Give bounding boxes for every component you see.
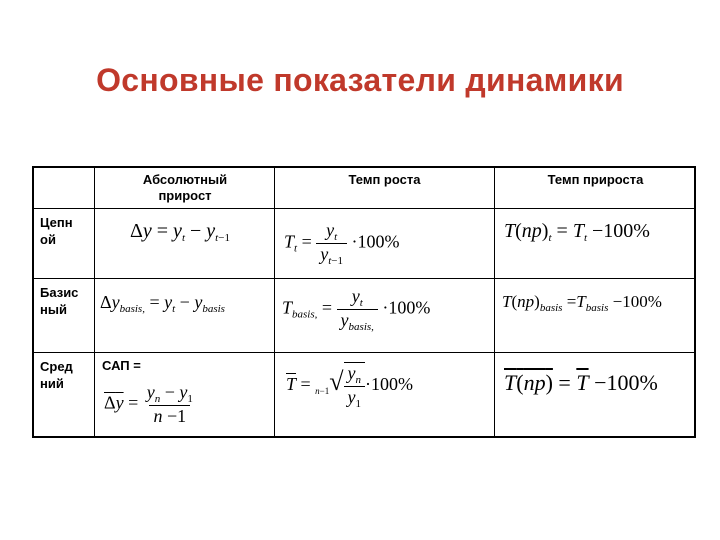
header-increase-rate: Темп прироста: [547, 172, 644, 187]
formula-basic-absolute: $\Delta y_{basis,} = y_t - y_{basis}$: [100, 292, 225, 315]
row-label-average: Сред ний: [40, 359, 73, 391]
row-divider: [34, 352, 694, 353]
row-divider: [34, 278, 694, 279]
formula-chain-increase: $T(np)_t = T_t -100\%$: [504, 220, 650, 244]
formula-basic-increase: $T(np)_{basis} =T_{basis} -100\%$: [502, 292, 662, 314]
row-label-basic: Базис ный: [40, 285, 79, 317]
formula-average-increase: $T(np) = \overline{T} -100\%$: [504, 370, 658, 395]
row-label-chain: Цепн ой: [40, 215, 73, 247]
slide-title: Основные показатели динамики: [96, 62, 624, 98]
row-divider: [34, 208, 694, 209]
average-growth-abbrev: САП =: [102, 358, 141, 373]
header-absolute-growth: Абсолютный прирост: [142, 172, 228, 203]
header-growth-rate: Темп роста: [348, 172, 421, 187]
formula-average-growth: $\overline{T} = _{n-1}√$ $\frac{y_n}{y_1}$ ·100%: [286, 363, 414, 410]
dynamics-indicators-table: [32, 166, 696, 438]
formula-basic-growth: $T_{basis,}$ = $\frac{y_t}{y_{basis,}}$ ·100%: [282, 286, 431, 333]
formula-chain-growth: $T_t$ = $\frac{y_t}{y_{t-1}}$ ·100%: [284, 220, 400, 267]
formula-chain-absolute: $\Delta y = y_t - y_{t-1}$: [130, 220, 230, 244]
formula-average-absolute: Δy = $\frac{y_n - y_1}{n -1}$: [104, 382, 193, 426]
